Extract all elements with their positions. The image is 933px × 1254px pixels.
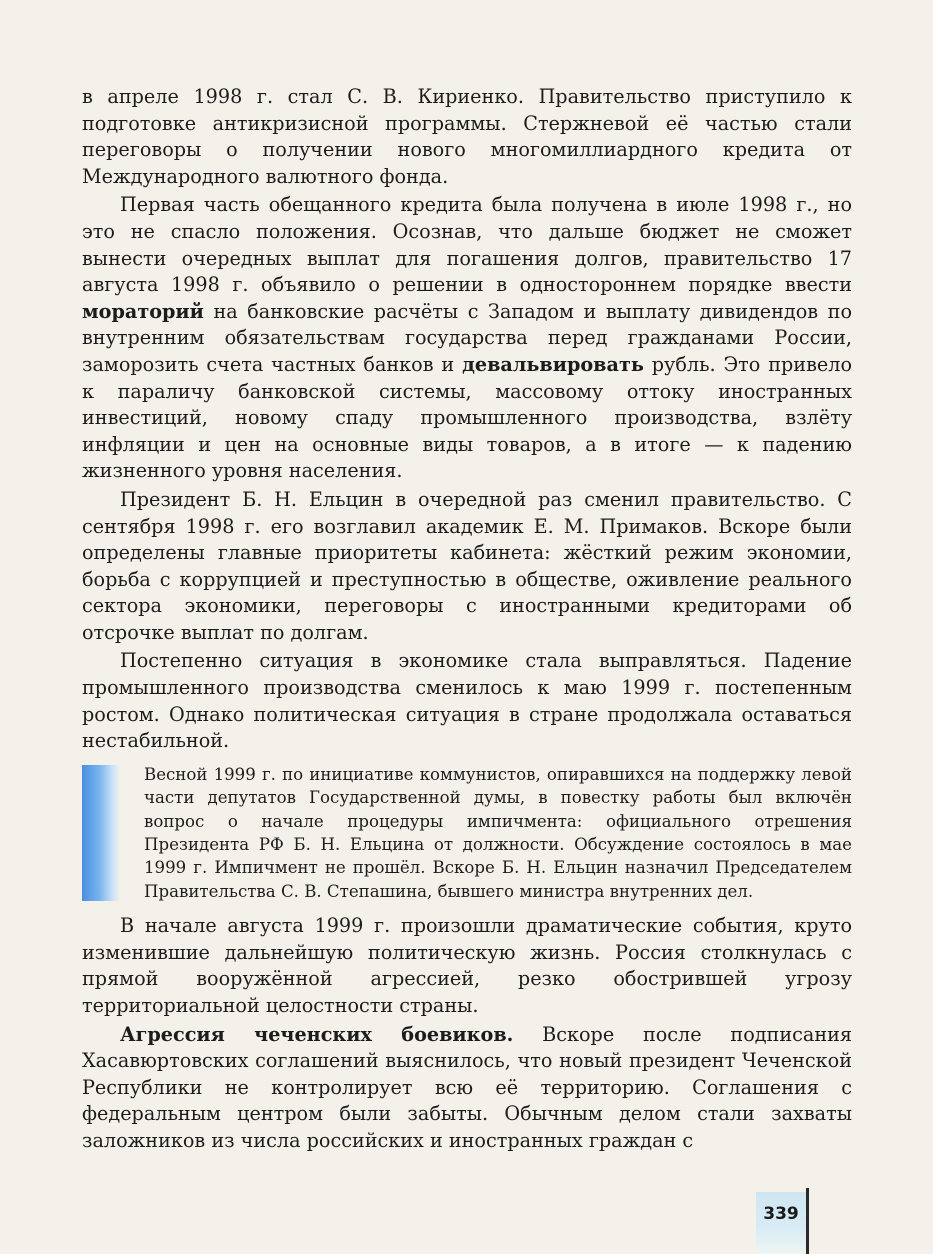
paragraph-2 (82, 192, 852, 485)
paragraph-4-text: Постепенно ситуация в экономике стала выправляться. Падение промышленного производства сменилось к маю 1999 г. постепенным ростом. Однако политическая ситуация в стране продолжала оставаться нестабильной. (82, 649, 852, 753)
page-number: 339 (763, 1204, 799, 1224)
sidebar-note (82, 763, 852, 903)
paragraph-5-text: В начале августа 1999 г. произошли драматические события, круто изменившие дальнейшую политическую жизнь. Россия столкнулась с прямой вооружённой агрессией, резко обострившей угрозу территориальной целостности страны. (82, 914, 852, 1018)
paragraph-3 (82, 487, 852, 647)
paragraph-6 (82, 1022, 852, 1155)
paragraph-1 (82, 84, 852, 190)
paragraph-1-text: в апреле 1998 г. стал С. В. Кириенко. Правительство приступило к подготовке антикризисной программы. Стержневой её частью стали переговоры о получении нового многомиллиардного кредита от Международного валютного фонда. (82, 85, 852, 188)
paragraph-6-text: Вскоре после подписания Хасавюртовских соглашений выяснилось, что новый президент Чеченской Республики не контролирует всю её территорию. Соглашения с федеральным центром были забыты. Обычным делом стали захваты заложников из числа российских и иностранных граждан с (82, 1022, 852, 1153)
paragraph-3-text: Президент Б. Н. Ельцин в очередной раз сменил правительство. С сентября 1998 г. его возглавил академик Е. М. Примаков. Вскоре были определены главные приоритеты кабинета: жёсткий режим экономии, борьба с коррупцией и преступностью в обществе, оживление реального сектора экономики, переговоры с иностранными кредиторами об отсрочке выплат по долгам. (82, 487, 852, 644)
paragraph-2-text-b: на банковские расчёты с Западом и выплату дивидендов по внутренним обязательствам государства перед гражданами России, заморозить счета частных банков и (82, 299, 852, 376)
page-body (82, 84, 852, 1157)
term-moratorium: мораторий (82, 299, 204, 323)
paragraph-2-text-a: Первая часть обещанного кредита была получена в июле 1998 г., но это не спасло положения. Осознав, что дальше бюджет не сможет вынести очередных выплат для погашения долгов, правительство 17 августа 1998 г. объявило о решении в одностороннем порядке ввести (82, 193, 852, 297)
term-devalue: девальвировать (462, 352, 644, 376)
page-number-rule (806, 1188, 809, 1254)
sidebar-text: Весной 1999 г. по инициативе коммунистов, опиравшихся на поддержку левой части депутатов Государственной думы, в повестку работы был включён вопрос о начале процедуры импичмента: официального отрешения Президента РФ Б. Н. Ельцина от должности. Обсуждение состоялось в мае 1999 г. Импичмент не прошёл. Вскоре Б. Н. Ельцин назначил Председателем Правительства С. В. Степашина, бывшего министра внутренних дел. (144, 764, 852, 901)
section-heading: Агрессия чеченских боевиков. (120, 1022, 514, 1046)
paragraph-2-text-c: рубль. Это привело к параличу банковской системы, массовому оттоку иностранных инвестиций, новому спаду промышленного производства, взлёту инфляции и цен на основные виды товаров, а в итоге — к падению жизненного уровня населения. (82, 352, 852, 483)
paragraph-5 (82, 913, 852, 1019)
sidebar-accent-bar (82, 765, 120, 901)
page-number-box (756, 1192, 806, 1254)
paragraph-4 (82, 648, 852, 754)
